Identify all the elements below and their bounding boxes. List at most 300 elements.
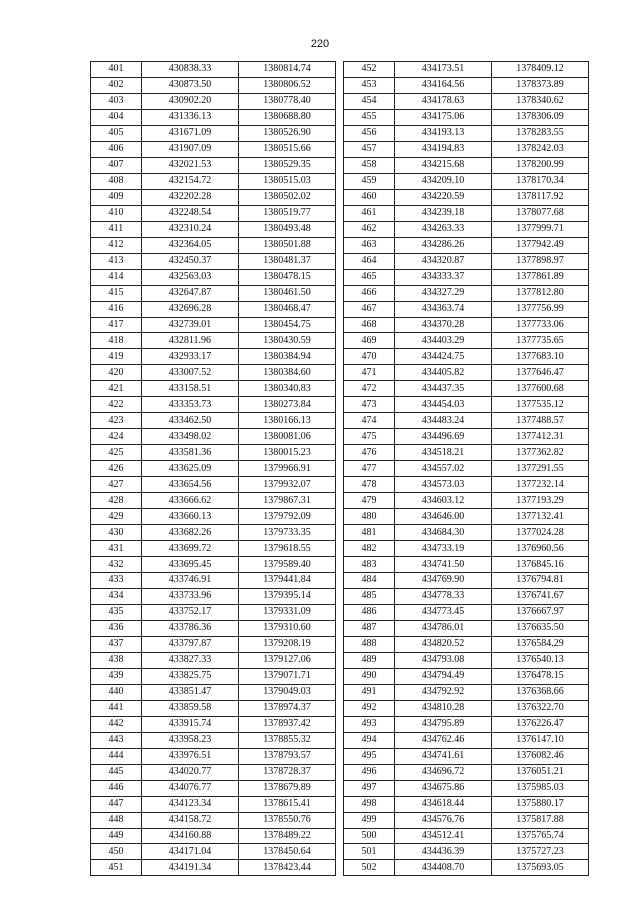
y-coordinate-cell: 1376741.67 — [492, 588, 589, 604]
x-coordinate-cell: 432647.87 — [142, 285, 239, 301]
point-number-cell: 413 — [91, 253, 142, 269]
x-coordinate-cell: 433915.74 — [142, 716, 239, 732]
y-coordinate-cell: 1378793.57 — [239, 748, 336, 764]
x-coordinate-cell: 434786.01 — [395, 620, 492, 636]
table-row — [91, 109, 336, 125]
table-row — [344, 796, 589, 812]
table-row — [91, 77, 336, 93]
x-coordinate-cell: 434171.04 — [142, 844, 239, 860]
y-coordinate-cell: 1380806.52 — [239, 77, 336, 93]
coordinate-table-right — [343, 61, 589, 876]
point-number-cell: 429 — [91, 509, 142, 525]
x-coordinate-cell: 434191.34 — [142, 860, 239, 876]
point-number-cell: 438 — [91, 652, 142, 668]
point-number-cell: 405 — [91, 125, 142, 141]
point-number-cell: 485 — [344, 588, 395, 604]
point-number-cell: 487 — [344, 620, 395, 636]
point-number-cell: 493 — [344, 716, 395, 732]
point-number-cell: 415 — [91, 285, 142, 301]
table-row — [344, 77, 589, 93]
point-number-cell: 444 — [91, 748, 142, 764]
table-row — [344, 525, 589, 541]
y-coordinate-cell: 1380502.02 — [239, 189, 336, 205]
x-coordinate-cell: 434762.46 — [395, 732, 492, 748]
x-coordinate-cell: 434675.86 — [395, 780, 492, 796]
x-coordinate-cell: 434320.87 — [395, 253, 492, 269]
table-row — [91, 93, 336, 109]
point-number-cell: 424 — [91, 429, 142, 445]
y-coordinate-cell: 1376082.46 — [492, 748, 589, 764]
table-row — [344, 844, 589, 860]
y-coordinate-cell: 1378242.03 — [492, 141, 589, 157]
table-row — [344, 652, 589, 668]
table-row — [91, 780, 336, 796]
x-coordinate-cell: 433958.23 — [142, 732, 239, 748]
y-coordinate-cell: 1379441.84 — [239, 573, 336, 589]
y-coordinate-cell: 1378200.99 — [492, 157, 589, 173]
x-coordinate-cell: 430838.33 — [142, 62, 239, 78]
point-number-cell: 425 — [91, 445, 142, 461]
x-coordinate-cell: 432933.17 — [142, 349, 239, 365]
y-coordinate-cell: 1375693.05 — [492, 860, 589, 876]
table-row — [344, 205, 589, 221]
x-coordinate-cell: 433158.51 — [142, 381, 239, 397]
y-coordinate-cell: 1379395.14 — [239, 588, 336, 604]
y-coordinate-cell: 1378550.76 — [239, 812, 336, 828]
table-row — [344, 189, 589, 205]
x-coordinate-cell: 434576.76 — [395, 812, 492, 828]
table-row — [344, 541, 589, 557]
y-coordinate-cell: 1379208.19 — [239, 636, 336, 652]
table-row — [344, 780, 589, 796]
point-number-cell: 500 — [344, 828, 395, 844]
x-coordinate-cell: 434792.92 — [395, 684, 492, 700]
y-coordinate-cell: 1380454.75 — [239, 317, 336, 333]
x-coordinate-cell: 432202.28 — [142, 189, 239, 205]
point-number-cell: 420 — [91, 365, 142, 381]
table-row — [91, 652, 336, 668]
x-coordinate-cell: 434286.26 — [395, 237, 492, 253]
y-coordinate-cell: 1380384.60 — [239, 365, 336, 381]
table-row — [344, 285, 589, 301]
table-row — [91, 285, 336, 301]
y-coordinate-cell: 1377024.28 — [492, 525, 589, 541]
table-row — [91, 796, 336, 812]
x-coordinate-cell: 433498.02 — [142, 429, 239, 445]
y-coordinate-cell: 1378728.37 — [239, 764, 336, 780]
y-coordinate-cell: 1379733.35 — [239, 525, 336, 541]
y-coordinate-cell: 1379792.09 — [239, 509, 336, 525]
x-coordinate-cell: 434370.28 — [395, 317, 492, 333]
table-row — [344, 429, 589, 445]
y-coordinate-cell: 1377488.57 — [492, 413, 589, 429]
point-number-cell: 478 — [344, 477, 395, 493]
x-coordinate-cell: 434408.70 — [395, 860, 492, 876]
x-coordinate-cell: 433660.13 — [142, 509, 239, 525]
y-coordinate-cell: 1378450.64 — [239, 844, 336, 860]
x-coordinate-cell: 434573.03 — [395, 477, 492, 493]
y-coordinate-cell: 1380081.06 — [239, 429, 336, 445]
y-coordinate-cell: 1380461.50 — [239, 285, 336, 301]
point-number-cell: 489 — [344, 652, 395, 668]
x-coordinate-cell: 434741.61 — [395, 748, 492, 764]
x-coordinate-cell: 434483.24 — [395, 413, 492, 429]
point-number-cell: 456 — [344, 125, 395, 141]
x-coordinate-cell: 430873.50 — [142, 77, 239, 93]
point-number-cell: 499 — [344, 812, 395, 828]
y-coordinate-cell: 1377898.97 — [492, 253, 589, 269]
y-coordinate-cell: 1376368.66 — [492, 684, 589, 700]
table-row — [344, 365, 589, 381]
point-number-cell: 401 — [91, 62, 142, 78]
table-row — [91, 461, 336, 477]
table-row — [91, 173, 336, 189]
point-number-cell: 457 — [344, 141, 395, 157]
table-row — [91, 125, 336, 141]
x-coordinate-cell: 434696.72 — [395, 764, 492, 780]
x-coordinate-cell: 432310.24 — [142, 221, 239, 237]
y-coordinate-cell: 1377646.47 — [492, 365, 589, 381]
table-row — [91, 189, 336, 205]
x-coordinate-cell: 433752.17 — [142, 604, 239, 620]
point-number-cell: 490 — [344, 668, 395, 684]
x-coordinate-cell: 433666.62 — [142, 493, 239, 509]
point-number-cell: 408 — [91, 173, 142, 189]
x-coordinate-cell: 434020.77 — [142, 764, 239, 780]
table-row — [344, 668, 589, 684]
point-number-cell: 468 — [344, 317, 395, 333]
table-row — [344, 684, 589, 700]
point-number-cell: 443 — [91, 732, 142, 748]
y-coordinate-cell: 1375985.03 — [492, 780, 589, 796]
point-number-cell: 464 — [344, 253, 395, 269]
x-coordinate-cell: 434496.69 — [395, 429, 492, 445]
table-row — [344, 700, 589, 716]
x-coordinate-cell: 432739.01 — [142, 317, 239, 333]
y-coordinate-cell: 1378077.68 — [492, 205, 589, 221]
table-row — [344, 493, 589, 509]
table-row — [344, 620, 589, 636]
table-row — [91, 237, 336, 253]
point-number-cell: 445 — [91, 764, 142, 780]
y-coordinate-cell: 1377735.65 — [492, 333, 589, 349]
x-coordinate-cell: 434405.82 — [395, 365, 492, 381]
x-coordinate-cell: 433682.26 — [142, 525, 239, 541]
x-coordinate-cell: 434769.90 — [395, 573, 492, 589]
x-coordinate-cell: 433654.56 — [142, 477, 239, 493]
table-row — [344, 125, 589, 141]
y-coordinate-cell: 1376540.13 — [492, 652, 589, 668]
point-number-cell: 433 — [91, 573, 142, 589]
table-row — [344, 237, 589, 253]
table-row — [91, 604, 336, 620]
y-coordinate-cell: 1378937.42 — [239, 716, 336, 732]
y-coordinate-cell: 1380688.80 — [239, 109, 336, 125]
point-number-cell: 467 — [344, 301, 395, 317]
y-coordinate-cell: 1380384.94 — [239, 349, 336, 365]
table-row — [344, 509, 589, 525]
point-number-cell: 460 — [344, 189, 395, 205]
point-number-cell: 440 — [91, 684, 142, 700]
x-coordinate-cell: 434173.51 — [395, 62, 492, 78]
y-coordinate-cell: 1378423.44 — [239, 860, 336, 876]
x-coordinate-cell: 433859.58 — [142, 700, 239, 716]
y-coordinate-cell: 1377412.31 — [492, 429, 589, 445]
table-row — [344, 716, 589, 732]
y-coordinate-cell: 1376667.97 — [492, 604, 589, 620]
x-coordinate-cell: 431907.09 — [142, 141, 239, 157]
y-coordinate-cell: 1376635.50 — [492, 620, 589, 636]
x-coordinate-cell: 434175.06 — [395, 109, 492, 125]
table-row — [344, 333, 589, 349]
table-row — [91, 557, 336, 573]
table-row — [344, 828, 589, 844]
table-row — [344, 636, 589, 652]
x-coordinate-cell: 434239.18 — [395, 205, 492, 221]
x-coordinate-cell: 434557.02 — [395, 461, 492, 477]
table-row — [344, 269, 589, 285]
y-coordinate-cell: 1380166.13 — [239, 413, 336, 429]
table-row — [91, 668, 336, 684]
y-coordinate-cell: 1376147.10 — [492, 732, 589, 748]
y-coordinate-cell: 1376322.70 — [492, 700, 589, 716]
coordinate-table-left — [90, 61, 336, 876]
x-coordinate-cell: 433825.75 — [142, 668, 239, 684]
y-coordinate-cell: 1378679.89 — [239, 780, 336, 796]
table-row — [91, 748, 336, 764]
x-coordinate-cell: 431671.09 — [142, 125, 239, 141]
x-coordinate-cell: 434646.00 — [395, 509, 492, 525]
point-number-cell: 447 — [91, 796, 142, 812]
point-number-cell: 462 — [344, 221, 395, 237]
y-coordinate-cell: 1378855.32 — [239, 732, 336, 748]
y-coordinate-cell: 1379867.31 — [239, 493, 336, 509]
point-number-cell: 427 — [91, 477, 142, 493]
table-row — [91, 620, 336, 636]
point-number-cell: 466 — [344, 285, 395, 301]
x-coordinate-cell: 434178.63 — [395, 93, 492, 109]
point-number-cell: 432 — [91, 557, 142, 573]
y-coordinate-cell: 1378409.12 — [492, 62, 589, 78]
point-number-cell: 451 — [91, 860, 142, 876]
table-row — [91, 333, 336, 349]
point-number-cell: 410 — [91, 205, 142, 221]
x-coordinate-cell: 434215.68 — [395, 157, 492, 173]
y-coordinate-cell: 1378489.22 — [239, 828, 336, 844]
point-number-cell: 461 — [344, 205, 395, 221]
point-number-cell: 482 — [344, 541, 395, 557]
point-number-cell: 470 — [344, 349, 395, 365]
x-coordinate-cell: 434793.08 — [395, 652, 492, 668]
table-row — [91, 141, 336, 157]
x-coordinate-cell: 433786.36 — [142, 620, 239, 636]
point-number-cell: 472 — [344, 381, 395, 397]
y-coordinate-cell: 1379932.07 — [239, 477, 336, 493]
y-coordinate-cell: 1378117.92 — [492, 189, 589, 205]
y-coordinate-cell: 1375817.88 — [492, 812, 589, 828]
x-coordinate-cell: 432450.37 — [142, 253, 239, 269]
x-coordinate-cell: 434810.28 — [395, 700, 492, 716]
x-coordinate-cell: 433746.91 — [142, 573, 239, 589]
x-coordinate-cell: 434794.49 — [395, 668, 492, 684]
y-coordinate-cell: 1380430.59 — [239, 333, 336, 349]
point-number-cell: 486 — [344, 604, 395, 620]
table-row — [344, 732, 589, 748]
x-coordinate-cell: 432364.05 — [142, 237, 239, 253]
table-row — [344, 301, 589, 317]
point-number-cell: 471 — [344, 365, 395, 381]
x-coordinate-cell: 434193.13 — [395, 125, 492, 141]
point-number-cell: 481 — [344, 525, 395, 541]
y-coordinate-cell: 1378306.09 — [492, 109, 589, 125]
x-coordinate-cell: 430902.20 — [142, 93, 239, 109]
x-coordinate-cell: 434363.74 — [395, 301, 492, 317]
point-number-cell: 428 — [91, 493, 142, 509]
table-row — [91, 381, 336, 397]
point-number-cell: 439 — [91, 668, 142, 684]
table-row — [91, 253, 336, 269]
table-row — [91, 700, 336, 716]
y-coordinate-cell: 1378974.37 — [239, 700, 336, 716]
x-coordinate-cell: 432563.03 — [142, 269, 239, 285]
table-row — [344, 349, 589, 365]
y-coordinate-cell: 1375880.17 — [492, 796, 589, 812]
point-number-cell: 494 — [344, 732, 395, 748]
x-coordinate-cell: 432248.54 — [142, 205, 239, 221]
y-coordinate-cell: 1376226.47 — [492, 716, 589, 732]
table-row — [344, 573, 589, 589]
y-coordinate-cell: 1378340.62 — [492, 93, 589, 109]
x-coordinate-cell: 434436.39 — [395, 844, 492, 860]
table-row — [344, 764, 589, 780]
y-coordinate-cell: 1380493.48 — [239, 221, 336, 237]
x-coordinate-cell: 434512.41 — [395, 828, 492, 844]
table-row — [344, 748, 589, 764]
y-coordinate-cell: 1380273.84 — [239, 397, 336, 413]
point-number-cell: 406 — [91, 141, 142, 157]
y-coordinate-cell: 1377132.41 — [492, 509, 589, 525]
y-coordinate-cell: 1379127.06 — [239, 652, 336, 668]
point-number-cell: 497 — [344, 780, 395, 796]
point-number-cell: 403 — [91, 93, 142, 109]
page-number: 220 — [310, 38, 330, 50]
table-row — [91, 716, 336, 732]
table-row — [91, 317, 336, 333]
table-row — [91, 365, 336, 381]
x-coordinate-cell: 433827.33 — [142, 652, 239, 668]
x-coordinate-cell: 434160.88 — [142, 828, 239, 844]
point-number-cell: 430 — [91, 525, 142, 541]
point-number-cell: 412 — [91, 237, 142, 253]
y-coordinate-cell: 1376478.15 — [492, 668, 589, 684]
table-row — [344, 62, 589, 78]
point-number-cell: 452 — [344, 62, 395, 78]
y-coordinate-cell: 1376845.16 — [492, 557, 589, 573]
point-number-cell: 474 — [344, 413, 395, 429]
y-coordinate-cell: 1380478.15 — [239, 269, 336, 285]
point-number-cell: 437 — [91, 636, 142, 652]
table-row — [344, 141, 589, 157]
x-coordinate-cell: 434333.37 — [395, 269, 492, 285]
x-coordinate-cell: 433695.45 — [142, 557, 239, 573]
table-row — [344, 253, 589, 269]
point-number-cell: 480 — [344, 509, 395, 525]
table-row — [91, 588, 336, 604]
table-row — [91, 732, 336, 748]
y-coordinate-cell: 1377600.68 — [492, 381, 589, 397]
x-coordinate-cell: 434778.33 — [395, 588, 492, 604]
point-number-cell: 476 — [344, 445, 395, 461]
x-coordinate-cell: 434220.59 — [395, 189, 492, 205]
point-number-cell: 477 — [344, 461, 395, 477]
point-number-cell: 488 — [344, 636, 395, 652]
x-coordinate-cell: 434123.34 — [142, 796, 239, 812]
table-row — [344, 604, 589, 620]
y-coordinate-cell: 1380778.40 — [239, 93, 336, 109]
x-coordinate-cell: 432021.53 — [142, 157, 239, 173]
table-row — [91, 573, 336, 589]
x-coordinate-cell: 433581.36 — [142, 445, 239, 461]
x-coordinate-cell: 434741.50 — [395, 557, 492, 573]
y-coordinate-cell: 1378170.34 — [492, 173, 589, 189]
y-coordinate-cell: 1377942.49 — [492, 237, 589, 253]
x-coordinate-cell: 433733.96 — [142, 588, 239, 604]
y-coordinate-cell: 1380481.37 — [239, 253, 336, 269]
table-row — [344, 221, 589, 237]
x-coordinate-cell: 434437.35 — [395, 381, 492, 397]
x-coordinate-cell: 434773.45 — [395, 604, 492, 620]
y-coordinate-cell: 1376794.81 — [492, 573, 589, 589]
table-row — [344, 173, 589, 189]
point-number-cell: 450 — [91, 844, 142, 860]
point-number-cell: 453 — [344, 77, 395, 93]
x-coordinate-cell: 433976.51 — [142, 748, 239, 764]
y-coordinate-cell: 1377291.55 — [492, 461, 589, 477]
x-coordinate-cell: 433851.47 — [142, 684, 239, 700]
x-coordinate-cell: 434733.19 — [395, 541, 492, 557]
point-number-cell: 469 — [344, 333, 395, 349]
point-number-cell: 498 — [344, 796, 395, 812]
point-number-cell: 458 — [344, 157, 395, 173]
point-number-cell: 404 — [91, 109, 142, 125]
point-number-cell: 455 — [344, 109, 395, 125]
y-coordinate-cell: 1380519.77 — [239, 205, 336, 221]
y-coordinate-cell: 1377812.80 — [492, 285, 589, 301]
y-coordinate-cell: 1375727.23 — [492, 844, 589, 860]
y-coordinate-cell: 1378283.55 — [492, 125, 589, 141]
y-coordinate-cell: 1379589.40 — [239, 557, 336, 573]
y-coordinate-cell: 1379071.71 — [239, 668, 336, 684]
table-row — [344, 445, 589, 461]
point-number-cell: 434 — [91, 588, 142, 604]
y-coordinate-cell: 1377733.06 — [492, 317, 589, 333]
table-row — [91, 860, 336, 876]
y-coordinate-cell: 1380515.66 — [239, 141, 336, 157]
y-coordinate-cell: 1377232.14 — [492, 477, 589, 493]
point-number-cell: 459 — [344, 173, 395, 189]
table-row — [91, 301, 336, 317]
table-row — [91, 413, 336, 429]
y-coordinate-cell: 1375765.74 — [492, 828, 589, 844]
y-coordinate-cell: 1380814.74 — [239, 62, 336, 78]
x-coordinate-cell: 432811.96 — [142, 333, 239, 349]
table-row — [91, 349, 336, 365]
point-number-cell: 492 — [344, 700, 395, 716]
y-coordinate-cell: 1380468.47 — [239, 301, 336, 317]
table-row — [91, 812, 336, 828]
table-row — [91, 445, 336, 461]
point-number-cell: 454 — [344, 93, 395, 109]
